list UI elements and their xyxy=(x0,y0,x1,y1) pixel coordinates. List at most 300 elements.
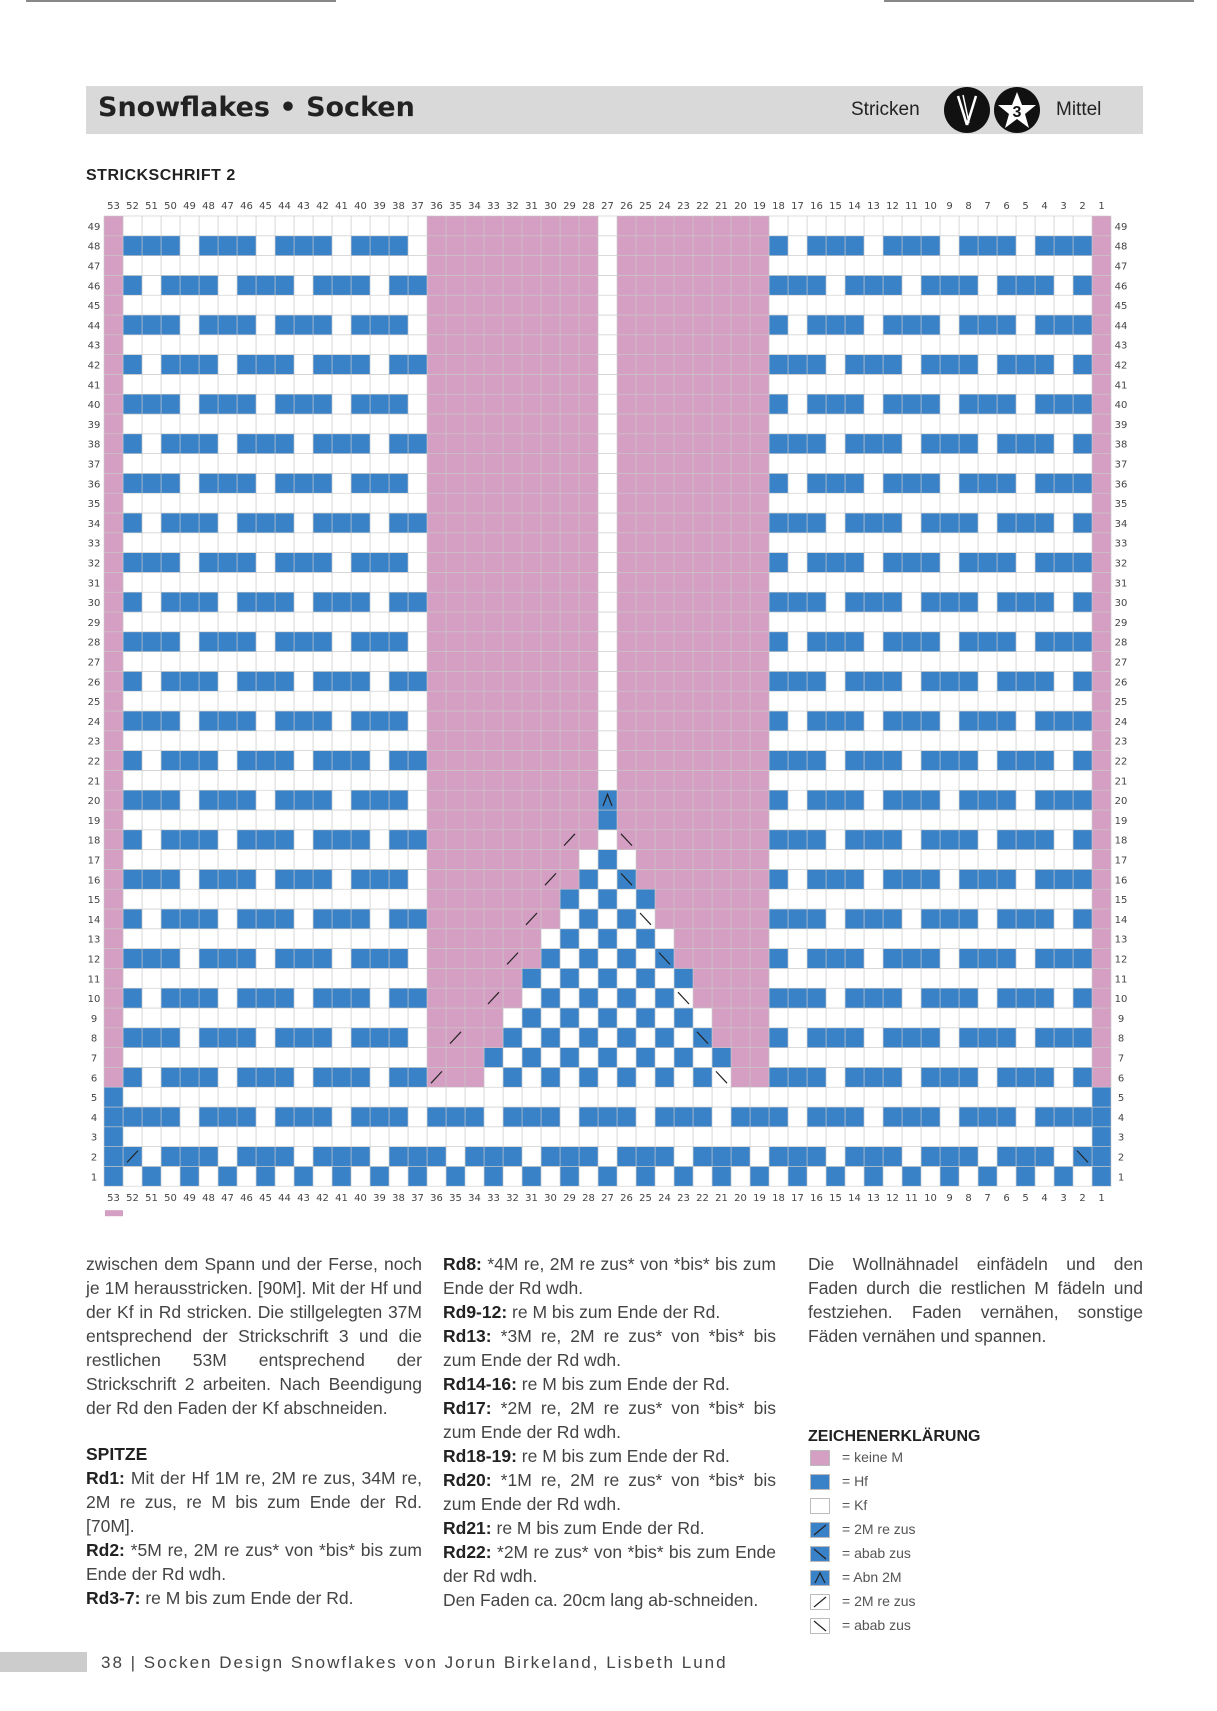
column-number: 16 xyxy=(810,1193,823,1205)
chart-cell xyxy=(180,711,199,731)
chart-cell xyxy=(997,236,1016,256)
chart-cell xyxy=(997,1127,1016,1147)
chart-cell xyxy=(427,454,446,474)
column-number: 42 xyxy=(316,1193,329,1205)
chart-cell xyxy=(1073,533,1092,553)
chart-cell xyxy=(351,1067,370,1087)
chart-cell xyxy=(864,216,883,236)
chart-cell xyxy=(541,711,560,731)
chart-cell xyxy=(940,1127,959,1147)
chart-cell xyxy=(826,454,845,474)
chart-cell xyxy=(674,889,693,909)
chart-cell xyxy=(1054,652,1073,672)
chart-cell xyxy=(978,968,997,988)
column-number: 3 xyxy=(1060,1193,1067,1205)
chart-cell xyxy=(1092,850,1111,870)
column-number: 44 xyxy=(278,201,291,212)
chart-cell xyxy=(142,315,161,335)
chart-cell xyxy=(465,414,484,434)
chart-cell xyxy=(180,909,199,929)
chart-cell xyxy=(408,315,427,335)
chart-cell xyxy=(940,1087,959,1107)
chart-cell xyxy=(712,949,731,969)
column-number: 32 xyxy=(506,201,519,212)
row-text: *4M re, 2M re zus* von *bis* bis zum Ende der Rd wdh. xyxy=(443,1254,776,1298)
chart-cell xyxy=(693,770,712,790)
chart-cell xyxy=(560,632,579,652)
chart-cell xyxy=(408,275,427,295)
chart-cell xyxy=(104,454,123,474)
chart-cell xyxy=(294,355,313,375)
chart-cell xyxy=(1035,810,1054,830)
chart-cell xyxy=(731,632,750,652)
chart-cell xyxy=(142,434,161,454)
chart-cell xyxy=(655,236,674,256)
chart-cell xyxy=(788,374,807,394)
chart-cell xyxy=(370,988,389,1008)
row-number: 18 xyxy=(87,835,101,847)
chart-cell xyxy=(332,256,351,276)
chart-cell xyxy=(351,850,370,870)
chart-cell xyxy=(218,790,237,810)
column-number: 21 xyxy=(715,201,728,212)
chart-cell xyxy=(142,592,161,612)
chart-cell xyxy=(826,275,845,295)
chart-cell xyxy=(598,1087,617,1107)
chart-cell xyxy=(427,691,446,711)
chart-cell xyxy=(750,909,769,929)
chart-cell xyxy=(104,1127,123,1147)
chart-cell xyxy=(1035,572,1054,592)
chart-cell xyxy=(351,1147,370,1167)
chart-cell xyxy=(693,869,712,889)
chart-cell xyxy=(370,374,389,394)
chart-cell xyxy=(465,335,484,355)
column-number: 47 xyxy=(221,201,234,212)
chart-cell xyxy=(769,315,788,335)
chart-cell xyxy=(731,850,750,870)
chart-cell xyxy=(959,1028,978,1048)
footer-bar xyxy=(0,1652,87,1672)
row-number: 41 xyxy=(87,380,101,392)
chart-cell xyxy=(294,671,313,691)
chart-cell xyxy=(123,295,142,315)
chart-cell xyxy=(351,315,370,335)
chart-cell xyxy=(313,275,332,295)
chart-cell xyxy=(408,374,427,394)
chart-cell xyxy=(712,216,731,236)
chart-cell xyxy=(503,355,522,375)
chart-cell xyxy=(921,374,940,394)
chart-cell xyxy=(408,691,427,711)
chart-cell xyxy=(902,850,921,870)
column-number: 21 xyxy=(715,1193,728,1205)
column-number: 33 xyxy=(487,1193,500,1205)
chart-cell xyxy=(408,454,427,474)
chart-cell xyxy=(712,236,731,256)
chart-cell xyxy=(598,612,617,632)
chart-cell xyxy=(427,1147,446,1167)
chart-cell xyxy=(180,1127,199,1147)
chart-cell xyxy=(788,632,807,652)
chart-cell xyxy=(142,968,161,988)
chart-cell xyxy=(256,315,275,335)
chart-cell xyxy=(465,454,484,474)
chart-cell xyxy=(1092,988,1111,1008)
chart-cell xyxy=(161,632,180,652)
row-label: Rd2: xyxy=(86,1540,125,1560)
chart-cell xyxy=(655,889,674,909)
chart-cell xyxy=(332,929,351,949)
chart-cell xyxy=(864,493,883,513)
chart-cell xyxy=(180,434,199,454)
chart-cell xyxy=(560,414,579,434)
chart-cell xyxy=(940,869,959,889)
legend-label: = keine M xyxy=(842,1449,904,1465)
chart-cell xyxy=(864,414,883,434)
chart-cell xyxy=(427,256,446,276)
chart-cell xyxy=(180,850,199,870)
chart-cell xyxy=(731,1048,750,1068)
chart-cell xyxy=(294,1166,313,1186)
chart-cell xyxy=(351,1048,370,1068)
chart-cell xyxy=(864,553,883,573)
chart-cell xyxy=(332,315,351,335)
chart-cell xyxy=(617,1127,636,1147)
chart-cell xyxy=(408,850,427,870)
chart-cell xyxy=(560,671,579,691)
chart-cell xyxy=(598,553,617,573)
chart-cell xyxy=(674,1107,693,1127)
column-number: 51 xyxy=(145,201,158,212)
chart-cell xyxy=(161,850,180,870)
chart-cell xyxy=(1035,355,1054,375)
chart-cell xyxy=(883,533,902,553)
chart-cell xyxy=(560,949,579,969)
chart-cell xyxy=(123,711,142,731)
chart-cell xyxy=(180,652,199,672)
chart-cell xyxy=(427,473,446,493)
chart-cell xyxy=(655,1087,674,1107)
chart-cell xyxy=(636,691,655,711)
chart-cell xyxy=(237,731,256,751)
column-number: 10 xyxy=(924,201,937,212)
chart-cell xyxy=(807,592,826,612)
chart-cell xyxy=(959,889,978,909)
chart-cell xyxy=(180,1028,199,1048)
chart-cell xyxy=(142,473,161,493)
chart-cell xyxy=(180,1087,199,1107)
chart-cell xyxy=(769,216,788,236)
chart-cell xyxy=(427,1028,446,1048)
chart-cell xyxy=(313,1028,332,1048)
chart-cell xyxy=(484,216,503,236)
chart-cell xyxy=(408,1008,427,1028)
chart-cell xyxy=(1035,513,1054,533)
column-number: 42 xyxy=(316,201,329,212)
chart-cell xyxy=(1073,592,1092,612)
chart-cell xyxy=(104,1008,123,1028)
chart-cell xyxy=(1092,1107,1111,1127)
chart-cell xyxy=(218,374,237,394)
chart-cell xyxy=(370,810,389,830)
chart-cell xyxy=(199,652,218,672)
chart-cell xyxy=(1073,790,1092,810)
chart-cell xyxy=(921,949,940,969)
chart-cell xyxy=(1092,295,1111,315)
chart-cell xyxy=(940,830,959,850)
chart-cell xyxy=(104,493,123,513)
chart-cell xyxy=(845,434,864,454)
column-number: 4 xyxy=(1041,201,1048,212)
chart-cell xyxy=(446,632,465,652)
row-label: Rd9-12: xyxy=(443,1302,508,1322)
chart-cell xyxy=(655,434,674,454)
chart-cell xyxy=(750,414,769,434)
chart-cell xyxy=(313,632,332,652)
chart-cell xyxy=(921,711,940,731)
chart-cell xyxy=(1054,374,1073,394)
chart-cell xyxy=(484,1067,503,1087)
chart-cell xyxy=(465,632,484,652)
chart-cell xyxy=(522,236,541,256)
chart-cell xyxy=(864,592,883,612)
chart-cell xyxy=(902,889,921,909)
technique-label: Stricken xyxy=(851,99,920,120)
chart-cell xyxy=(427,335,446,355)
chart-cell xyxy=(427,216,446,236)
legend-symbol xyxy=(811,1523,829,1537)
chart-cell xyxy=(902,236,921,256)
chart-cell xyxy=(807,1166,826,1186)
chart-cell xyxy=(769,810,788,830)
chart-cell xyxy=(1092,1067,1111,1087)
row-number: 34 xyxy=(87,518,101,530)
chart-cell xyxy=(218,295,237,315)
chart-cell xyxy=(446,1067,465,1087)
chart-cell xyxy=(1035,652,1054,672)
chart-cell xyxy=(104,968,123,988)
chart-cell xyxy=(199,790,218,810)
chart-cell xyxy=(256,652,275,672)
chart-cell xyxy=(294,810,313,830)
chart-cell xyxy=(237,770,256,790)
chart-cell xyxy=(465,1048,484,1068)
chart-cell xyxy=(1035,929,1054,949)
chart-cell xyxy=(541,513,560,533)
chart-cell xyxy=(484,810,503,830)
chart-cell xyxy=(484,533,503,553)
chart-cell xyxy=(636,572,655,592)
chart-cell xyxy=(275,671,294,691)
chart-cell xyxy=(997,592,1016,612)
chart-cell xyxy=(655,414,674,434)
legend-swatch xyxy=(810,1570,830,1586)
chart-cell xyxy=(845,1166,864,1186)
instruction-rd8 xyxy=(443,1252,776,1300)
chart-cell xyxy=(636,414,655,434)
chart-cell xyxy=(617,533,636,553)
top-rule-right xyxy=(884,0,1194,2)
chart-cell xyxy=(845,770,864,790)
chart-cell xyxy=(788,909,807,929)
chart-cell xyxy=(1092,612,1111,632)
pink-marker xyxy=(105,1210,123,1216)
chart-cell xyxy=(845,493,864,513)
chart-cell xyxy=(123,374,142,394)
chart-cell xyxy=(218,236,237,256)
chart-cell xyxy=(579,256,598,276)
chart-cell xyxy=(1073,1008,1092,1028)
chart-cell xyxy=(503,454,522,474)
chart-cell xyxy=(161,751,180,771)
chart-cell xyxy=(142,553,161,573)
chart-cell xyxy=(940,711,959,731)
chart-cell xyxy=(465,1166,484,1186)
chart-cell xyxy=(199,553,218,573)
chart-cell xyxy=(1054,770,1073,790)
chart-cell xyxy=(446,1147,465,1167)
row-text: re M bis zum Ende der Rd. xyxy=(516,1446,730,1466)
column-number: 29 xyxy=(563,201,576,212)
chart-cell xyxy=(1092,652,1111,672)
chart-cell xyxy=(237,256,256,276)
chart-cell xyxy=(883,909,902,929)
chart-cell xyxy=(655,513,674,533)
chart-cell xyxy=(1035,751,1054,771)
chart-cell xyxy=(655,1028,674,1048)
chart-cell xyxy=(1016,1147,1035,1167)
chart-cell xyxy=(161,592,180,612)
chart-cell xyxy=(123,355,142,375)
chart-cell xyxy=(750,1067,769,1087)
row-number: 30 xyxy=(87,598,101,610)
chart-cell xyxy=(332,553,351,573)
chart-cell xyxy=(389,592,408,612)
column-number: 6 xyxy=(1003,201,1010,212)
chart-cell xyxy=(693,374,712,394)
chart-cell xyxy=(826,988,845,1008)
chart-cell xyxy=(465,909,484,929)
chart-cell xyxy=(142,236,161,256)
section-heading-spitze: SPITZE xyxy=(86,1444,148,1464)
chart-cell xyxy=(522,632,541,652)
chart-cell xyxy=(332,434,351,454)
chart-cell xyxy=(617,909,636,929)
chart-cell xyxy=(351,751,370,771)
chart-cell xyxy=(902,988,921,1008)
chart-cell xyxy=(807,790,826,810)
row-number: 45 xyxy=(87,301,101,313)
chart-cell xyxy=(313,1107,332,1127)
chart-cell xyxy=(389,374,408,394)
chart-cell xyxy=(807,1107,826,1127)
chart-cell xyxy=(826,770,845,790)
row-label: Rd8: xyxy=(443,1254,482,1274)
chart-cell xyxy=(598,691,617,711)
chart-cell xyxy=(750,711,769,731)
chart-cell xyxy=(522,434,541,454)
row-text: Mit der Hf 1M re, 2M re zus, 34M re, 2M re zus, re M bis zum Ende der Rd. [70M]. xyxy=(86,1468,422,1536)
chart-cell xyxy=(864,434,883,454)
legend-symbol xyxy=(811,1595,829,1609)
chart-cell xyxy=(674,1067,693,1087)
chart-cell xyxy=(256,671,275,691)
chart-cell xyxy=(351,770,370,790)
column-number: 24 xyxy=(658,1193,671,1205)
chart-cell xyxy=(275,830,294,850)
chart-cell xyxy=(503,374,522,394)
chart-cell xyxy=(883,691,902,711)
chart-cell xyxy=(997,711,1016,731)
chart-cell xyxy=(180,315,199,335)
chart-cell xyxy=(522,513,541,533)
instruction-rd20 xyxy=(443,1468,776,1516)
chart-cell xyxy=(807,1127,826,1147)
chart-cell xyxy=(465,533,484,553)
chart-cell xyxy=(275,751,294,771)
chart-cell xyxy=(1092,1147,1111,1167)
row-number: 48 xyxy=(87,241,101,253)
chart-cell xyxy=(788,968,807,988)
chart-cell xyxy=(617,1107,636,1127)
chart-cell xyxy=(1073,632,1092,652)
chart-cell xyxy=(731,968,750,988)
chart-cell xyxy=(370,652,389,672)
chart-cell xyxy=(750,553,769,573)
column-number: 38 xyxy=(392,201,405,212)
chart-cell xyxy=(560,1048,579,1068)
chart-cell xyxy=(769,988,788,1008)
chart-cell xyxy=(845,711,864,731)
chart-cell xyxy=(731,394,750,414)
chart-cell xyxy=(446,434,465,454)
chart-cell xyxy=(1073,770,1092,790)
chart-cell xyxy=(503,751,522,771)
chart-cell xyxy=(313,652,332,672)
chart-cell xyxy=(161,731,180,751)
chart-cell xyxy=(1092,1087,1111,1107)
chart-cell xyxy=(1035,1107,1054,1127)
chart-cell xyxy=(427,909,446,929)
chart-cell xyxy=(465,355,484,375)
chart-cell xyxy=(256,929,275,949)
row-number: 44 xyxy=(1114,320,1128,332)
chart-cell xyxy=(180,869,199,889)
chart-cell xyxy=(1073,869,1092,889)
chart-cell xyxy=(807,533,826,553)
column-number: 16 xyxy=(810,201,823,212)
chart-cell xyxy=(902,513,921,533)
row-number: 27 xyxy=(1114,657,1128,669)
chart-cell xyxy=(864,1028,883,1048)
chart-cell xyxy=(693,731,712,751)
chart-cell xyxy=(484,1048,503,1068)
chart-cell xyxy=(484,572,503,592)
chart-cell xyxy=(750,394,769,414)
chart-cell xyxy=(921,1107,940,1127)
chart-cell xyxy=(921,1028,940,1048)
chart-cell xyxy=(465,671,484,691)
chart-cell xyxy=(1016,711,1035,731)
chart-cell xyxy=(940,751,959,771)
chart-cell xyxy=(199,988,218,1008)
chart-cell xyxy=(731,691,750,711)
chart-cell xyxy=(408,889,427,909)
chart-cell xyxy=(940,988,959,1008)
chart-cell xyxy=(598,394,617,414)
chart-cell xyxy=(693,236,712,256)
